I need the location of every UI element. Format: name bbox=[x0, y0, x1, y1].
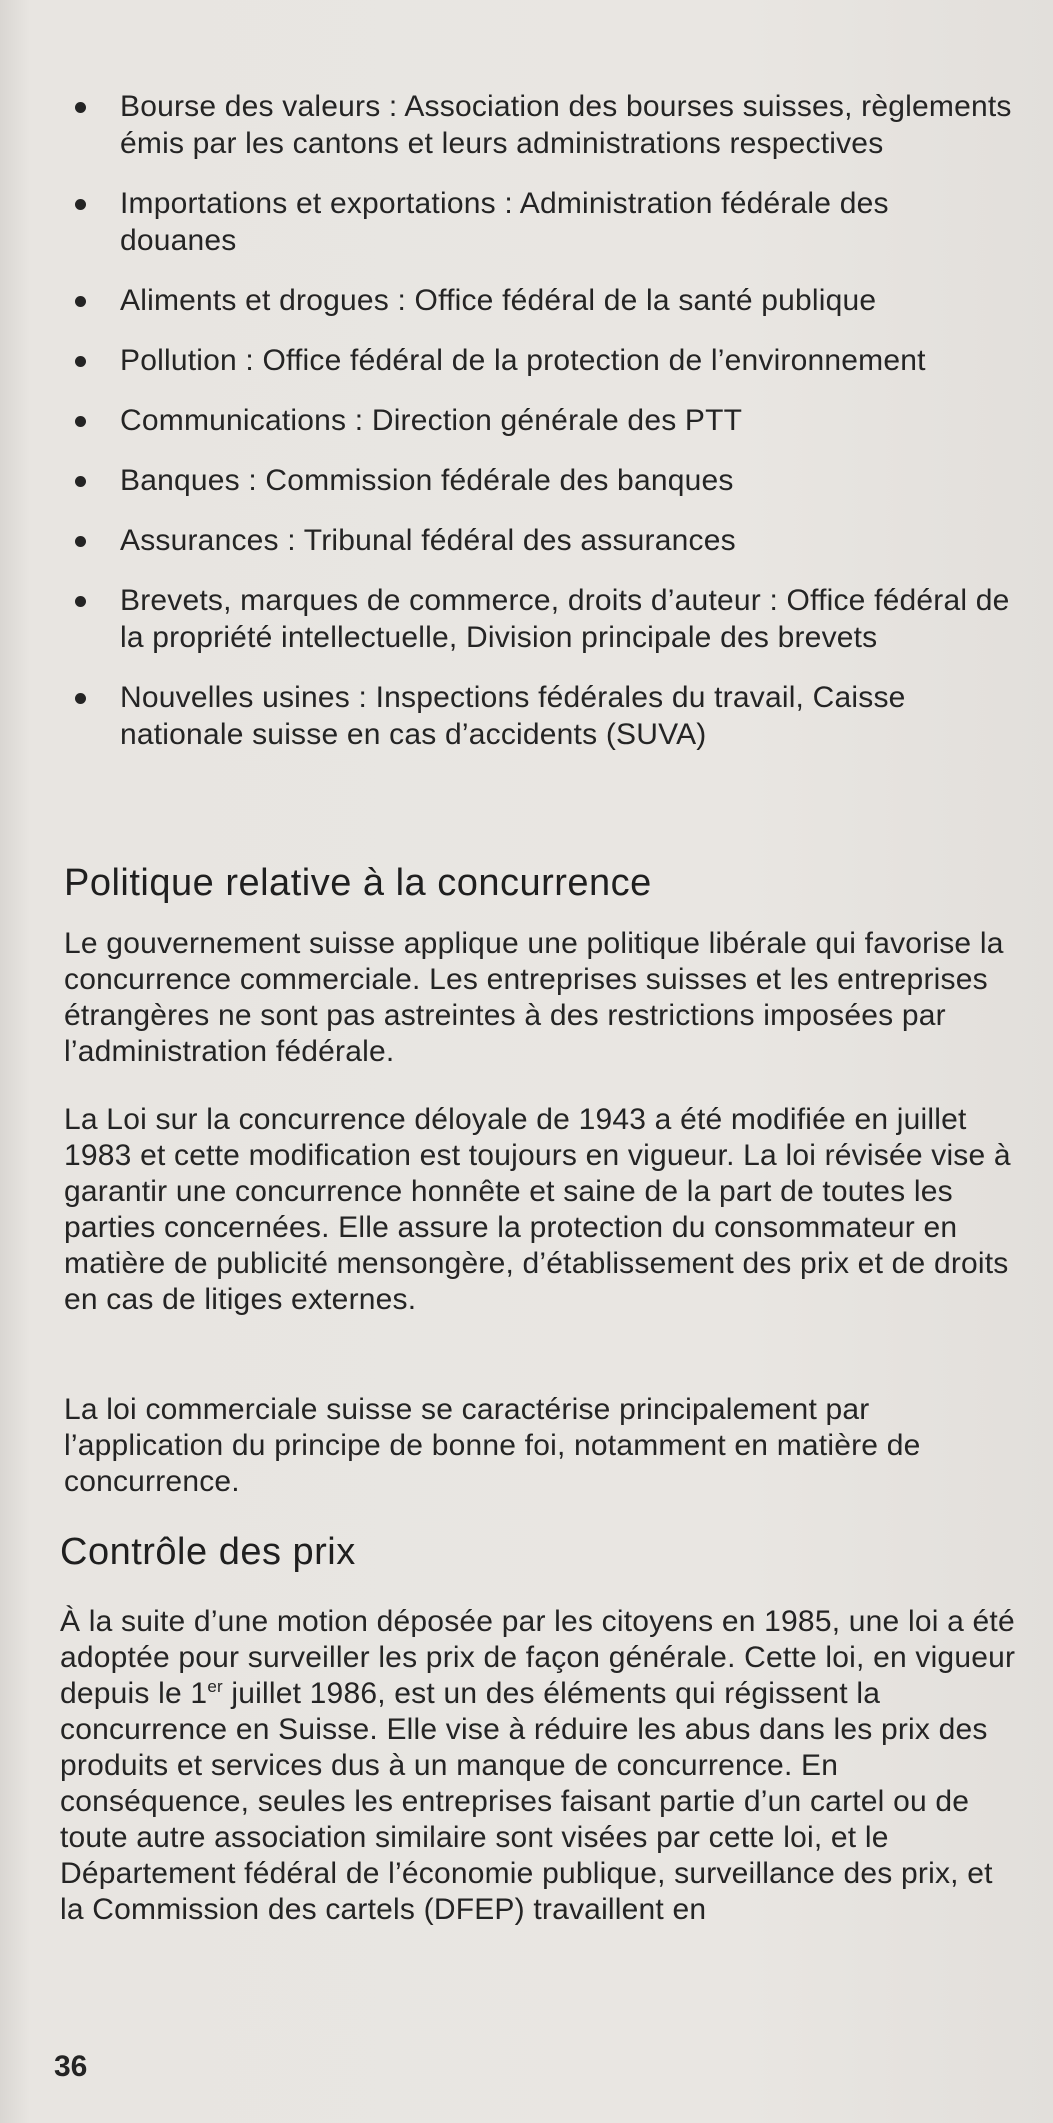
bullet-icon bbox=[75, 102, 86, 113]
bullet-icon bbox=[75, 199, 86, 210]
bullet-icon bbox=[75, 296, 86, 307]
list-item bbox=[72, 582, 1012, 656]
bullet-icon bbox=[75, 476, 86, 487]
paragraph bbox=[60, 1604, 1020, 1928]
list-item-text: Brevets, marques de commerce, droits d’auteur : Office fédéral de la propriété intellectuelle, Division principale des brevets bbox=[120, 584, 1010, 654]
paragraph-text: À la suite d’une motion déposée par les citoyens en 1985, une loi a été adoptée pour surveiller les prix de façon générale. Cette loi, en vigueur depuis le 1 bbox=[60, 1605, 1016, 1710]
list-item-text: Assurances : Tribunal fédéral des assurances bbox=[120, 524, 736, 557]
list-item bbox=[72, 88, 1012, 162]
section-heading-concurrence: Politique relative à la concurrence bbox=[64, 862, 652, 904]
agency-list bbox=[72, 88, 1012, 776]
bullet-icon bbox=[75, 416, 86, 427]
paragraph: La Loi sur la concurrence déloyale de 1943 a été modifiée en juillet 1983 et cette modification est toujours en vigueur. La loi révisée vise à garantir une concurrence honnête et saine de la part de toutes les parties concernées. Elle assure la protection du consommateur en matière de publicité mensongère, d’établissement des prix et de droits en cas de litiges externes. bbox=[64, 1103, 1011, 1316]
section-heading-prix: Contrôle des prix bbox=[60, 1531, 356, 1573]
list-item-text: Pollution : Office fédéral de la protection de l’environnement bbox=[120, 344, 926, 377]
paragraph-text: juillet 1986, est un des éléments qui régissent la concurrence en Suisse. Elle vise à réduire les abus dans les prix des produits et services dus à un manque de concurrence. En conséquence, seules les entreprises faisant partie d’un cartel ou de toute autre association similaire sont visées par cette loi, et le Département fédéral de l’économie publique, surveillance des prix, et la Commission des cartels (DFEP) travaillent en bbox=[60, 1677, 993, 1926]
list-item bbox=[72, 462, 1012, 499]
list-item-text: Aliments et drogues : Office fédéral de la santé publique bbox=[120, 284, 877, 317]
list-item-text: Importations et exportations : Administration fédérale des douanes bbox=[120, 187, 889, 257]
list-item bbox=[72, 185, 1012, 259]
paragraph: La loi commerciale suisse se caractérise principalement par l’application du principe de bonne foi, notamment en matière de concurrence. bbox=[64, 1393, 921, 1498]
list-item bbox=[72, 679, 1012, 753]
bullet-icon bbox=[75, 356, 86, 367]
list-item-text: Nouvelles usines : Inspections fédérales du travail, Caisse nationale suisse en cas d’accidents (SUVA) bbox=[120, 681, 906, 751]
bullet-icon bbox=[75, 536, 86, 547]
list-item bbox=[72, 402, 1012, 439]
list-item-text: Communications : Direction générale des PTT bbox=[120, 404, 743, 437]
list-item bbox=[72, 282, 1012, 319]
superscript: er bbox=[207, 1677, 223, 1696]
paragraph: Le gouvernement suisse applique une politique libérale qui favorise la concurrence commerciale. Les entreprises suisses et les entreprises étrangères ne sont pas astreintes à des restrictions imposées par l’administration fédérale. bbox=[64, 927, 1004, 1068]
list-item-text: Bourse des valeurs : Association des bourses suisses, règlements émis par les cantons et leurs administrations respectives bbox=[120, 90, 1012, 160]
bullet-icon bbox=[75, 596, 86, 607]
list-item bbox=[72, 342, 1012, 379]
list-item-text: Banques : Commission fédérale des banques bbox=[120, 464, 734, 497]
list-item bbox=[72, 522, 1012, 559]
bullet-icon bbox=[75, 693, 86, 704]
page-number: 36 bbox=[54, 2050, 88, 2083]
